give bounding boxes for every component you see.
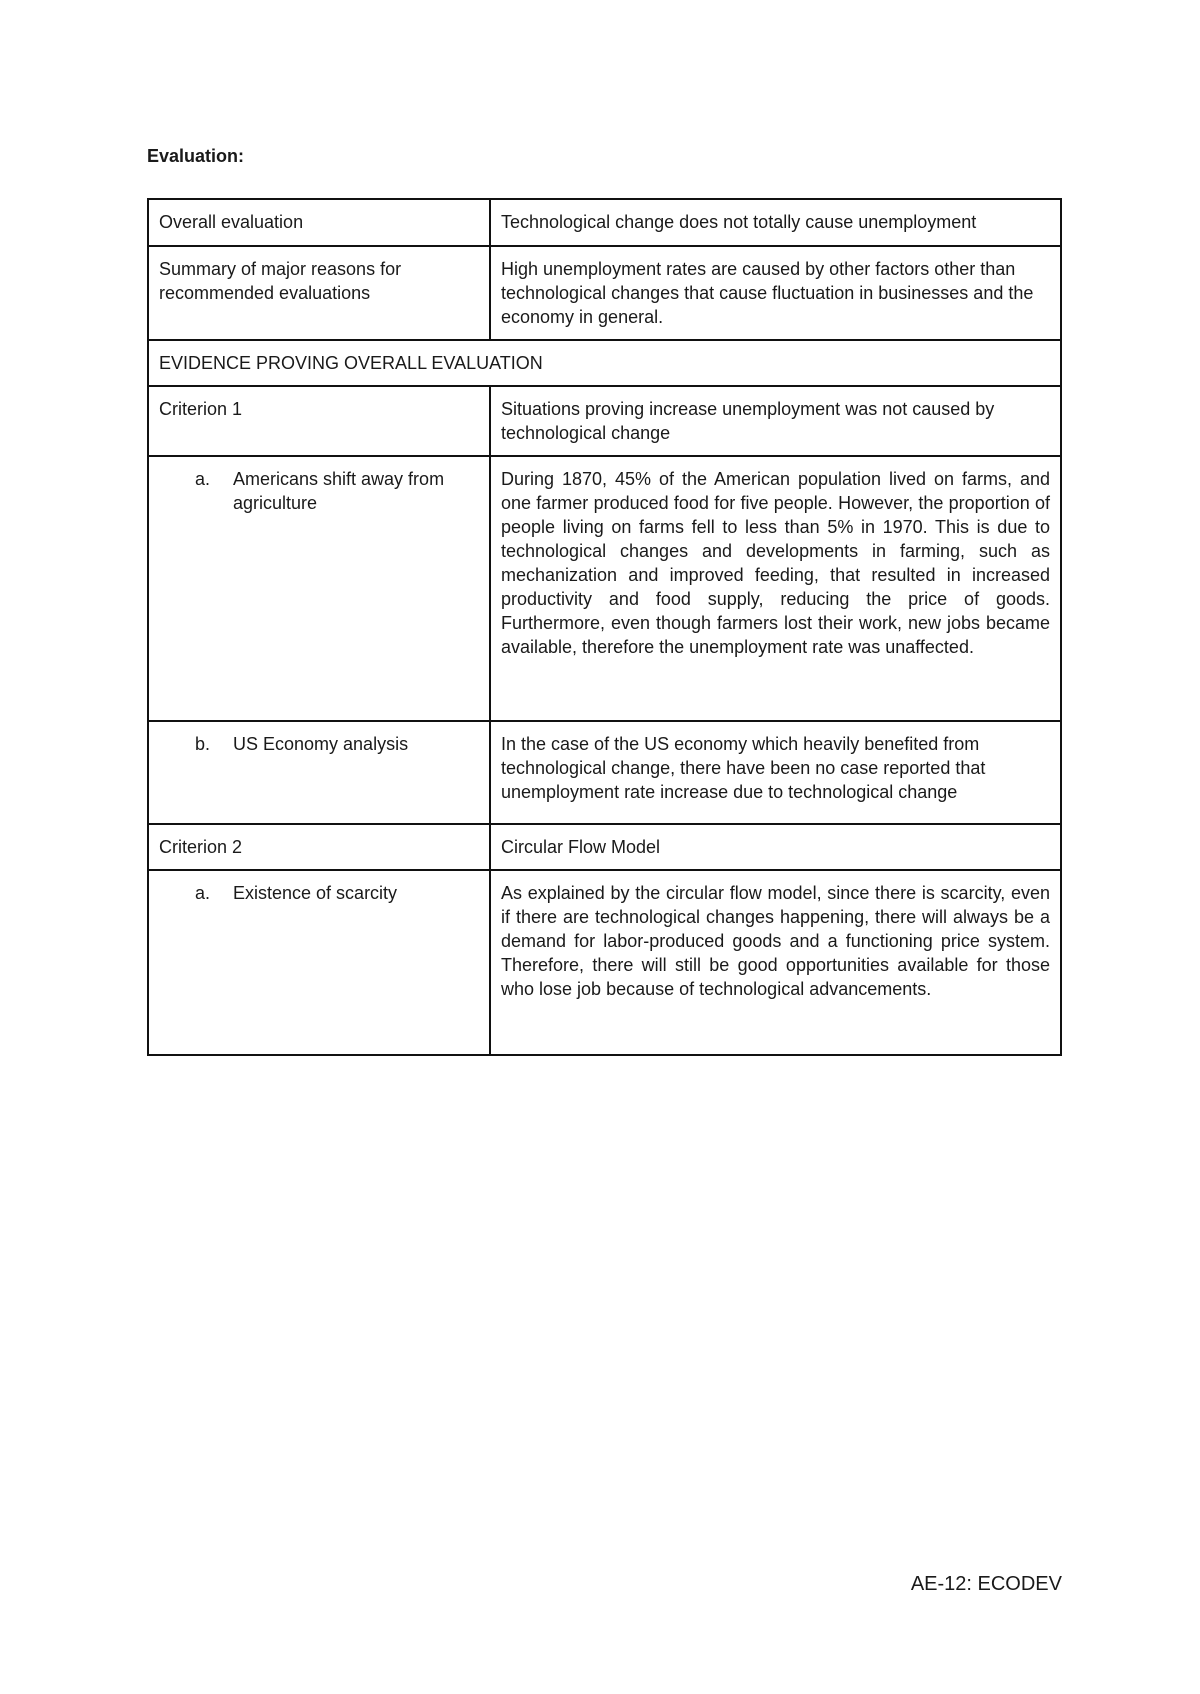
evaluation-table <box>147 198 1062 1056</box>
summary-label: Summary of major reasons for recommended evaluations <box>148 246 490 340</box>
table-row-evidence-header <box>148 340 1061 386</box>
criterion-2a-item <box>159 881 479 905</box>
page-heading: Evaluation: <box>147 146 245 166</box>
criterion-1b-item <box>159 732 479 756</box>
table-row-criterion-2 <box>148 824 1061 870</box>
criterion-1a-label: Americans shift away from agriculture <box>233 469 445 513</box>
criterion-1a-cell <box>148 456 490 721</box>
overall-value: Technological change does not totally cause unemployment <box>490 199 1061 246</box>
criterion-2-label: Criterion 2 <box>148 824 490 870</box>
summary-value: High unemployment rates are caused by other factors other than technological changes that cause fluctuation in businesses and the economy in general. <box>490 246 1061 340</box>
criterion-1b-cell <box>148 721 490 824</box>
criterion-2a-value: As explained by the circular flow model, since there is scarcity, even if there are technological changes happening, there will always be a demand for labor-produced goods and a functioning price system. Therefore, there will still be good opportunities available for those who lose job because of technological advancements. <box>490 870 1061 1055</box>
table-row-criterion-1 <box>148 386 1061 456</box>
criterion-1-value: Situations proving increase unemployment was not caused by technological change <box>490 386 1061 456</box>
table-row-criterion-1b <box>148 721 1061 824</box>
criterion-2a-cell <box>148 870 490 1055</box>
table-row-criterion-1a <box>148 456 1061 721</box>
table-row-overall <box>148 199 1061 246</box>
criterion-1a-item <box>159 467 479 515</box>
criterion-2a-label: Existence of scarcity <box>233 883 398 903</box>
overall-label: Overall evaluation <box>148 199 490 246</box>
table-row-summary <box>148 246 1061 340</box>
list-marker: a. <box>195 883 211 903</box>
table-row-criterion-2a <box>148 870 1061 1055</box>
evidence-header: EVIDENCE PROVING OVERALL EVALUATION <box>148 340 1061 386</box>
criterion-1b-value: In the case of the US economy which heavily benefited from technological change, there have been no case reported that unemployment rate increase due to technological change <box>490 721 1061 824</box>
list-marker: b. <box>195 734 211 754</box>
criterion-1b-label: US Economy analysis <box>233 734 409 754</box>
list-marker: a. <box>195 469 211 489</box>
criterion-1-label: Criterion 1 <box>148 386 490 456</box>
page-footer: AE-12: ECODEV <box>910 1573 1062 1595</box>
criterion-2-value: Circular Flow Model <box>490 824 1061 870</box>
criterion-1a-value: During 1870, 45% of the American population lived on farms, and one farmer produced food for five people. However, the proportion of people living on farms fell to less than 5% in 1970. This is due to technological changes and developments in farming, such as mechanization and improved feeding, that resulted in increased productivity and food supply, reducing the price of goods. Furthermore, even though farmers lost their work, new jobs became available, therefore the unemployment rate was unaffected. <box>490 456 1061 721</box>
